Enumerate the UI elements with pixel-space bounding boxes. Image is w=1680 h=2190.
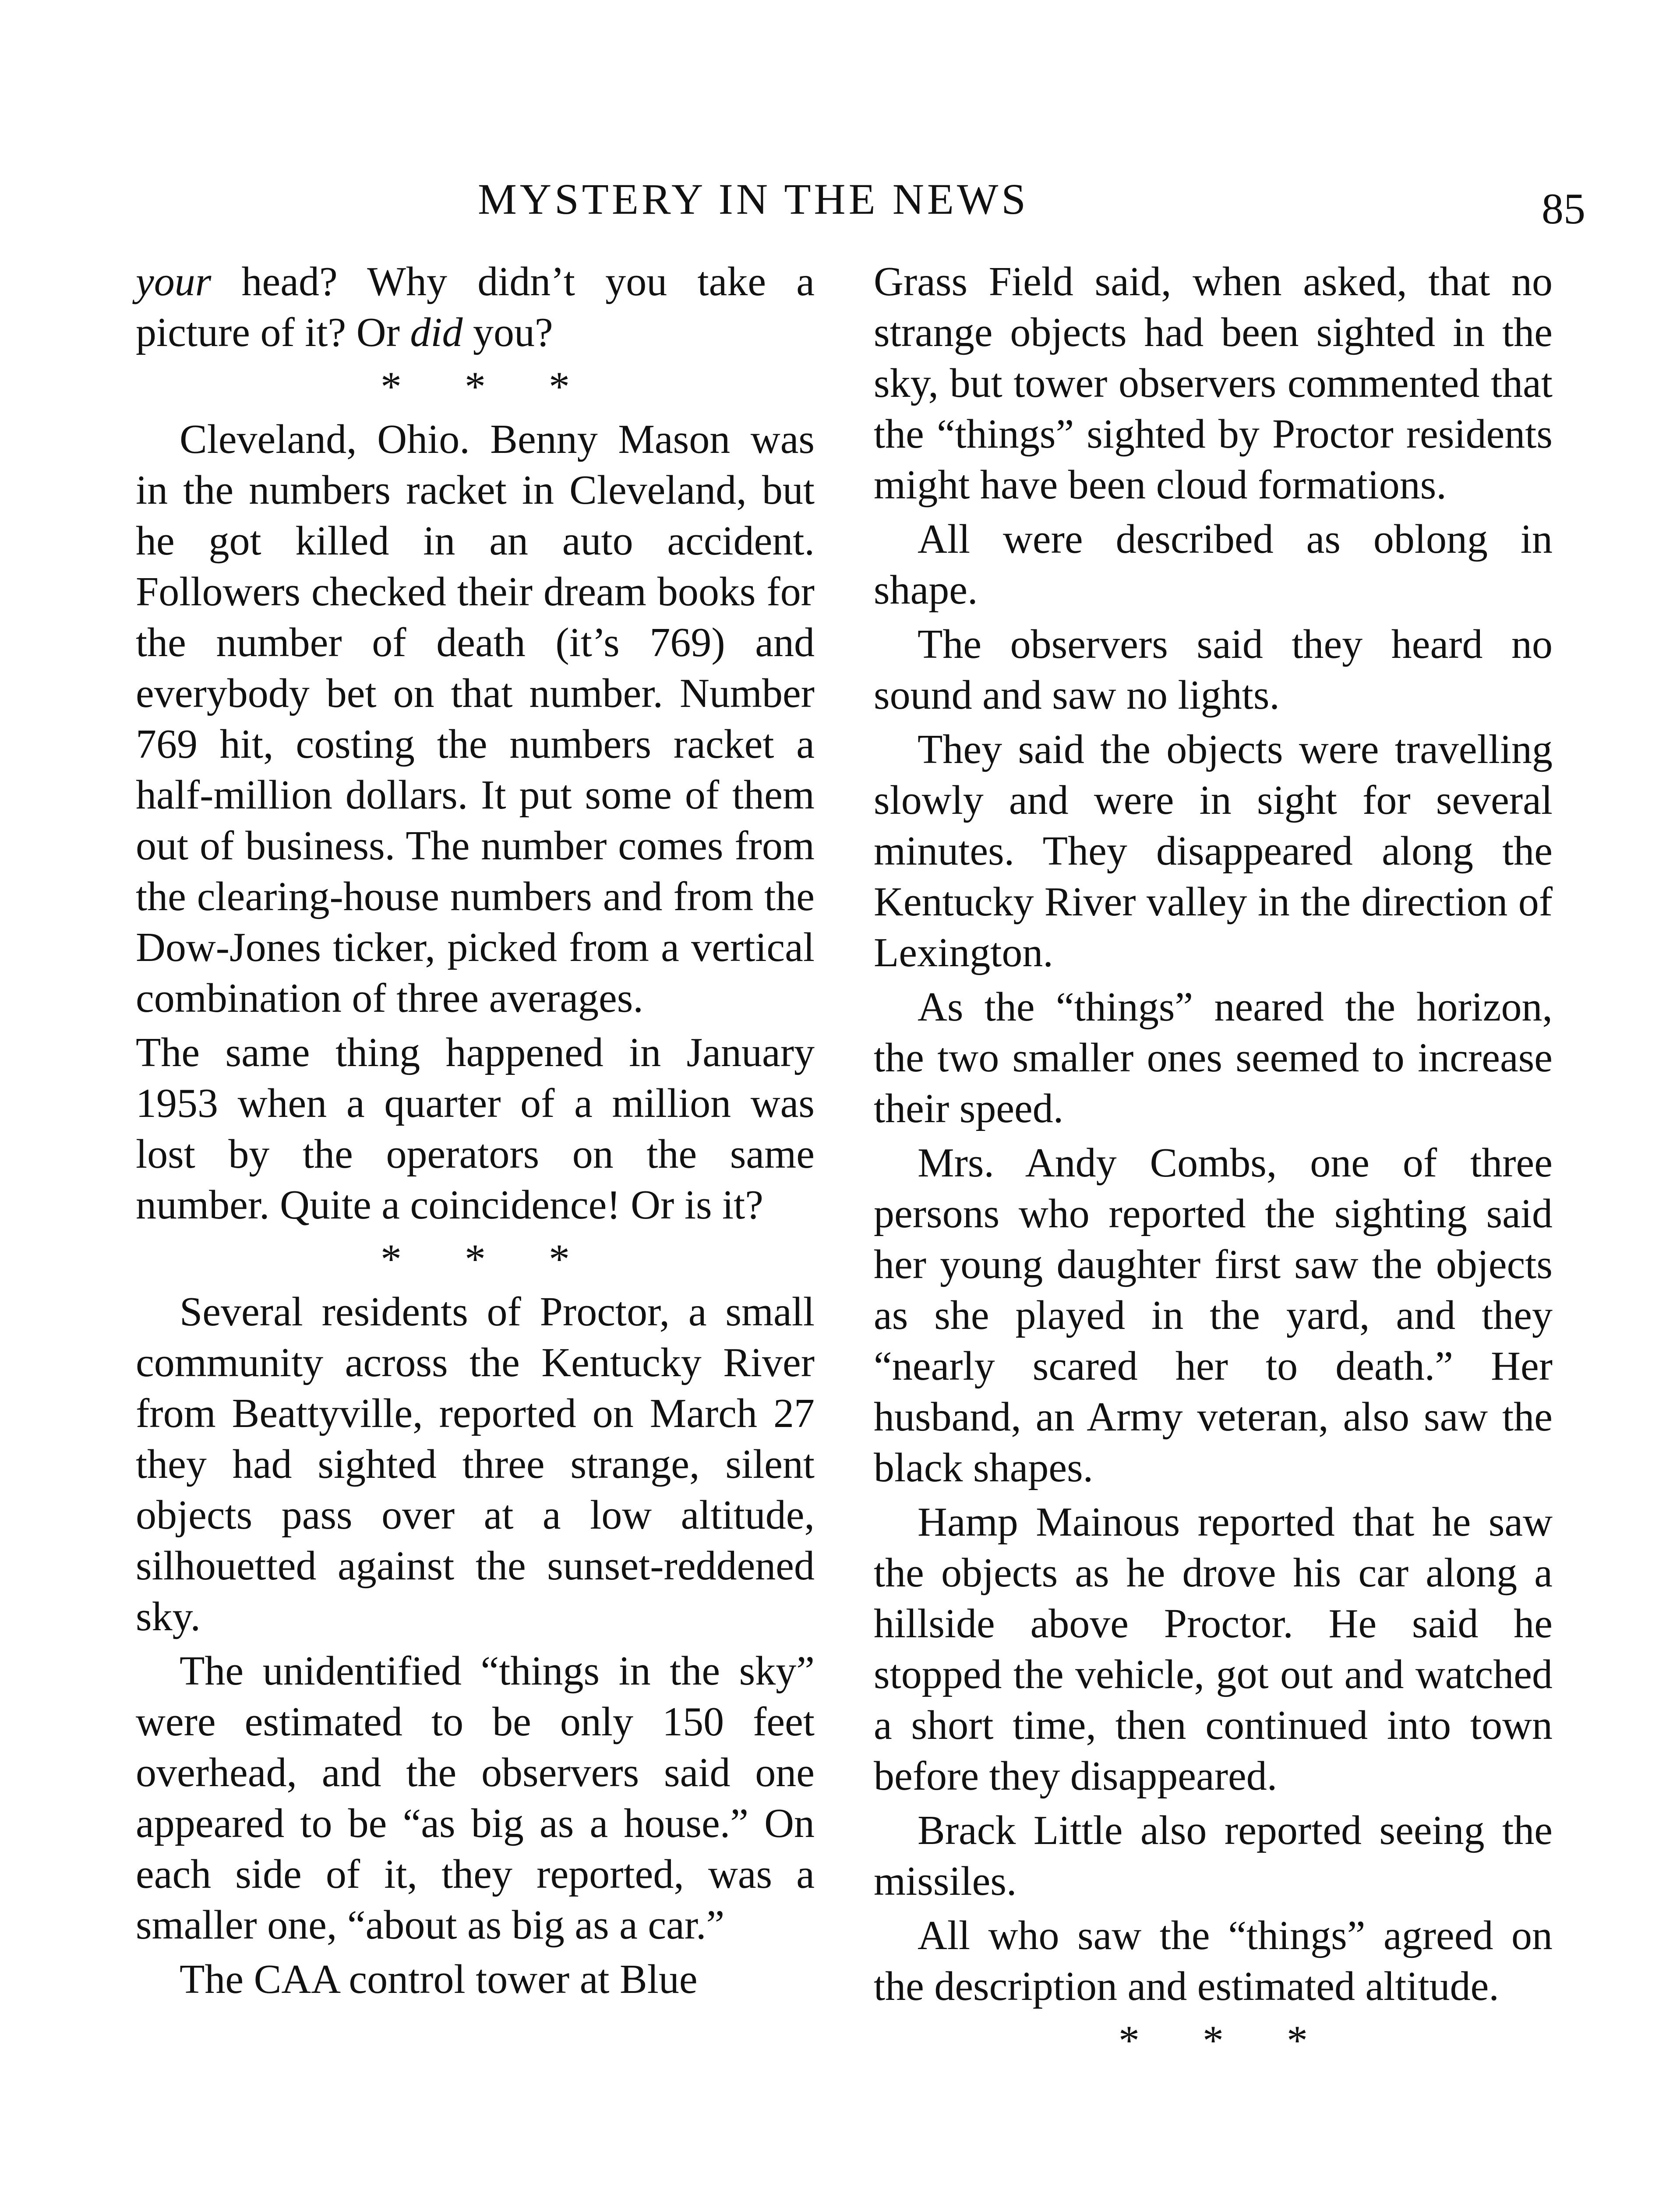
paragraph-caa: The CAA control tower at Blue [180,1957,698,2002]
running-head: MYSTERY IN THE NEWS [478,175,1029,223]
section-break-stars: * * * [1119,2017,1334,2064]
page-number: 85 [1542,184,1585,233]
paragraph-combs: Mrs. Andy Combs, one of three persons who reported the sighting said her young daughter first saw the objects as she played in the yard, and they “nearly scared her to death.” Her husband, an Army veteran, also saw the black shapes. [874,1140,1553,1491]
paragraph-no-sound: The observers said they heard no sound and saw no lights. [874,622,1553,718]
paragraph-grass-field: Grass Field said, when asked, that no strange objects had been sighted in the sky, but tower observers commented that the “things” sighted by Proctor residents might have been cloud formations. [874,259,1553,508]
paragraph-text: head? Why didn’t you take a picture of it? Or [136,259,815,355]
paragraph-continuation [136,256,815,358]
paragraph-brack-little: Brack Little also reported seeing the missiles. [874,1808,1553,1904]
section-break-stars: * * * [381,1236,596,1282]
left-column [136,256,815,2008]
paragraph-cleveland: Cleveland, Ohio. Benny Mason was in the numbers racket in Cleveland, but he got killed in an auto accident. Followers checked their dream books for the number of death (it’s 769) and everybody bet on that number. Number 769 hit, costing the numbers racket a half-million dollars. It put some of them out of business. The number comes from the clearing-house numbers and from the Dow-Jones ticker, picked from a vertical combination of three averages. [136,417,815,1021]
page-header [0,169,1680,233]
paragraph-mainous: Hamp Mainous reported that he saw the objects as he drove his car along a hillside above Proctor. He said he stopped the vehicle, got out and watched a short time, then continued into town before they disappeared. [874,1499,1553,1799]
paragraph-proctor: Several residents of Proctor, a small community across the Kentucky River from Beattyville, reported on March 27 they had sighted three strange, silent objects pass over at a low altitude, silhouetted against the sunset-reddened sky. [136,1289,815,1639]
paragraph-horizon: As the “things” neared the horizon, the two smaller ones seemed to increase their speed. [874,984,1553,1131]
paragraph-oblong: All were described as oblong in shape. [874,516,1553,613]
paragraph-agreed: All who saw the “things” agreed on the description and estimated altitude. [874,1913,1553,2009]
italic-your: your [136,259,212,304]
paragraph-unidentified: The unidentified “things in the sky” were estimated to be only 150 feet overhead, and the observers said one appeared to be “as big as a house.” On each side of it, they reported, was a smaller one, “about as big as a car.” [136,1648,815,1948]
italic-did: did [410,310,463,355]
right-column [874,256,1553,2068]
paragraph-january: The same thing happened in January 1953 when a quarter of a million was lost by the operators on the same number. Quite a coincidence! Or is it? [136,1030,815,1228]
paragraph-text-end: you? [462,310,553,355]
paragraph-travelling: They said the objects were travelling slowly and were in sight for several minutes. They disappeared along the Kentucky River valley in the direction of Lexington. [874,727,1553,975]
section-break-stars: * * * [381,363,596,410]
